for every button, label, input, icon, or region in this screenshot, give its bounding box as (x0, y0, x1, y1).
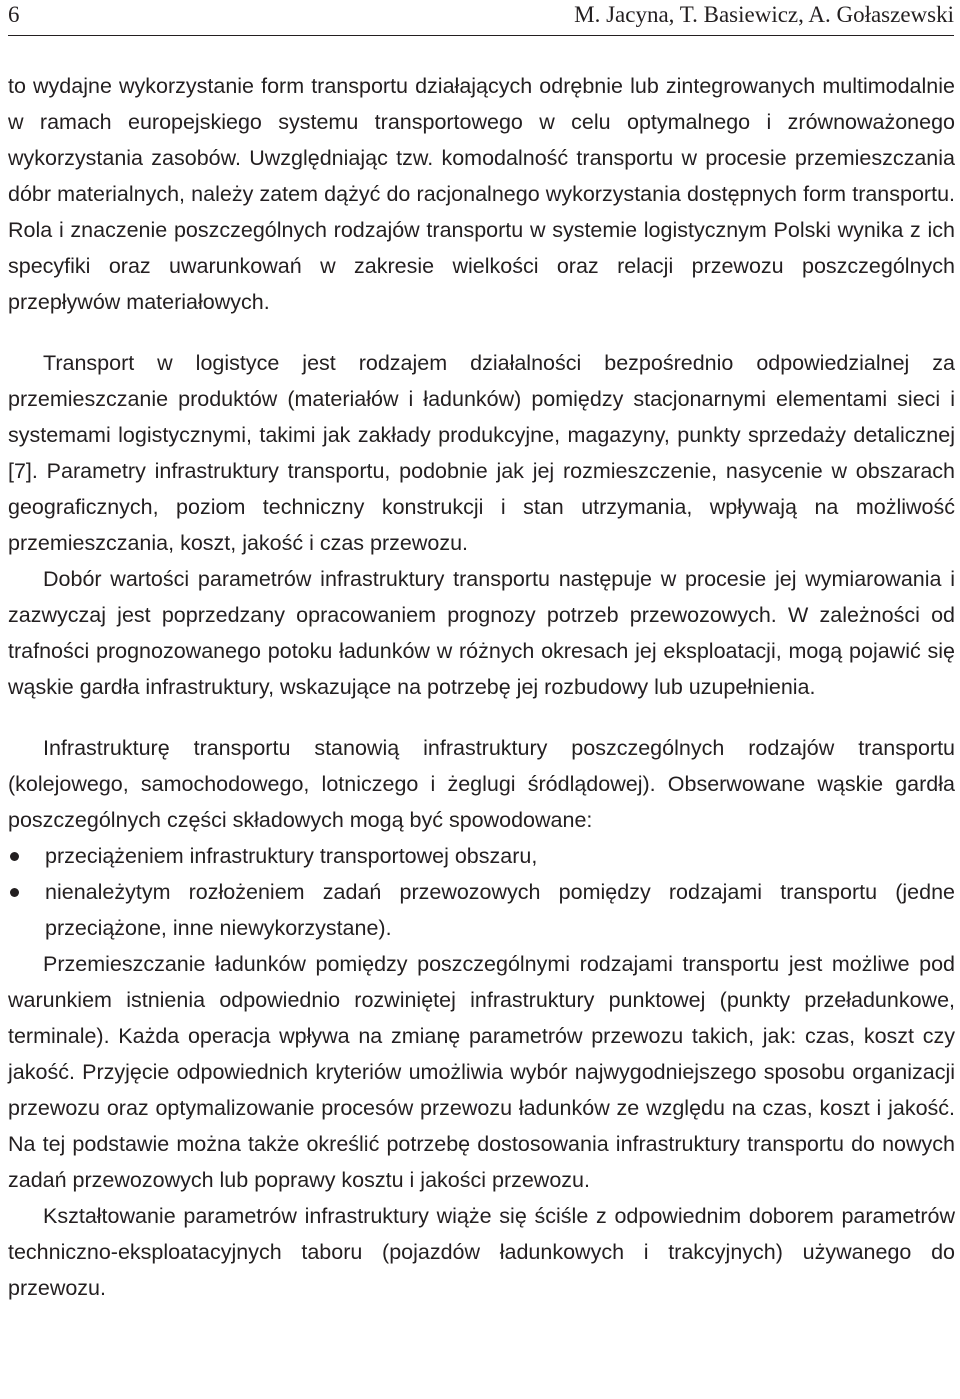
header-rule (8, 35, 954, 36)
list-item: nienależytym rozłożeniem zadań przewozowych pomiędzy rodzajami transportu (jedne przeciążone, inne niewykorzystane). (8, 874, 955, 946)
paragraph-parameter-selection: Dobór wartości parametrów infrastruktury transportu następuje w procesie jej wymiarowania i zazwyczaj jest poprzedzany opracowaniem prognozy potrzeb przewozowych. W zależności od trafności prognozowanego potoku ładunków w różnych okresach jej eksploatacji, mogą pojawić się wąskie gardła infrastruktury, wskazujące na potrzebę jej rozbudowy lub uzupełnienia. (8, 567, 955, 699)
body-text (8, 68, 955, 1306)
paragraph-cargo-transfer: Przemieszczanie ładunków pomiędzy poszczególnymi rodzajami transportu jest możliwe pod warunkiem istnienia odpowiednio rozwiniętej infrastruktury punktowej (punkty przeładunkowe, terminale). Każda operacja wpływa na zmianę parametrów przewozu takich, jak: czas, koszt czy jakość. Przyjęcie odpowiednich kryteriów umożliwia wybór najwygodniejszego sposobu organizacji przewozu oraz optymalizowanie procesów przewozu ładunków ze względu na czas, koszt i jakość. Na tej podstawie można także określić potrzebę dostosowania infrastruktury transportu do nowych zadań przewozowych lub poprawy kosztu i jakości przewozu. (8, 952, 955, 1192)
list-item: przeciążeniem infrastruktury transportowej obszaru, (8, 838, 955, 874)
header-authors: M. Jacyna, T. Basiewicz, A. Gołaszewski (574, 2, 954, 27)
paragraph-continuation: to wydajne wykorzystanie form transportu działających odrębnie lub zintegrowanych multimodalnie w ramach europejskiego systemu transportowego w celu optymalnego i zrównoważonego wykorzystania zasobów. Uwzględniając tzw. komodalność transportu w procesie przemieszczania dóbr materialnych, należy zatem dążyć do racjonalnego wykorzystania dostępnych form transportu. Rola i znaczenie poszczególnych rodzajów transportu w systemie logistycznym Polski wynika z ich specyfiki oraz uwarunkowań w zakresie wielkości oraz relacji przewozu poszczególnych przepływów materiałowych. (8, 74, 955, 314)
paragraph-rolling-stock: Kształtowanie parametrów infrastruktury wiąże się ściśle z odpowiednim doborem parametrów techniczno-eksploatacyjnych taboru (pojazdów ładunkowych i trakcyjnych) używanego do przewozu. (8, 1204, 955, 1300)
paragraph-infrastructure: Infrastrukturę transportu stanowią infrastruktury poszczególnych rodzajów transportu (kolejowego, samochodowego, lotniczego i żeglugi śródlądowej). Obserwowane wąskie gardła poszczególnych części składowych mogą być spowodowane: (8, 736, 955, 832)
running-head (8, 0, 954, 30)
bottleneck-causes-list (8, 838, 955, 946)
paragraph-transport-in-logistics: Transport w logistyce jest rodzajem działalności bezpośrednio odpowiedzialnej za przemieszczanie produktów (materiałów i ładunków) pomiędzy stacjonarnymi elementami sieci i systemami logistycznymi, takimi jak zakłady produkcyjne, magazyny, punkty sprzedaży detalicznej [7]. Parametry infrastruktury transportu, podobnie jak jej rozmieszczenie, nasycenie w obszarach geograficznych, poziom techniczny konstrukcji i stan utrzymania, wpływają na możliwość przemieszczania, koszt, jakość i czas przewozu. (8, 351, 955, 555)
page-number: 6 (8, 2, 20, 27)
